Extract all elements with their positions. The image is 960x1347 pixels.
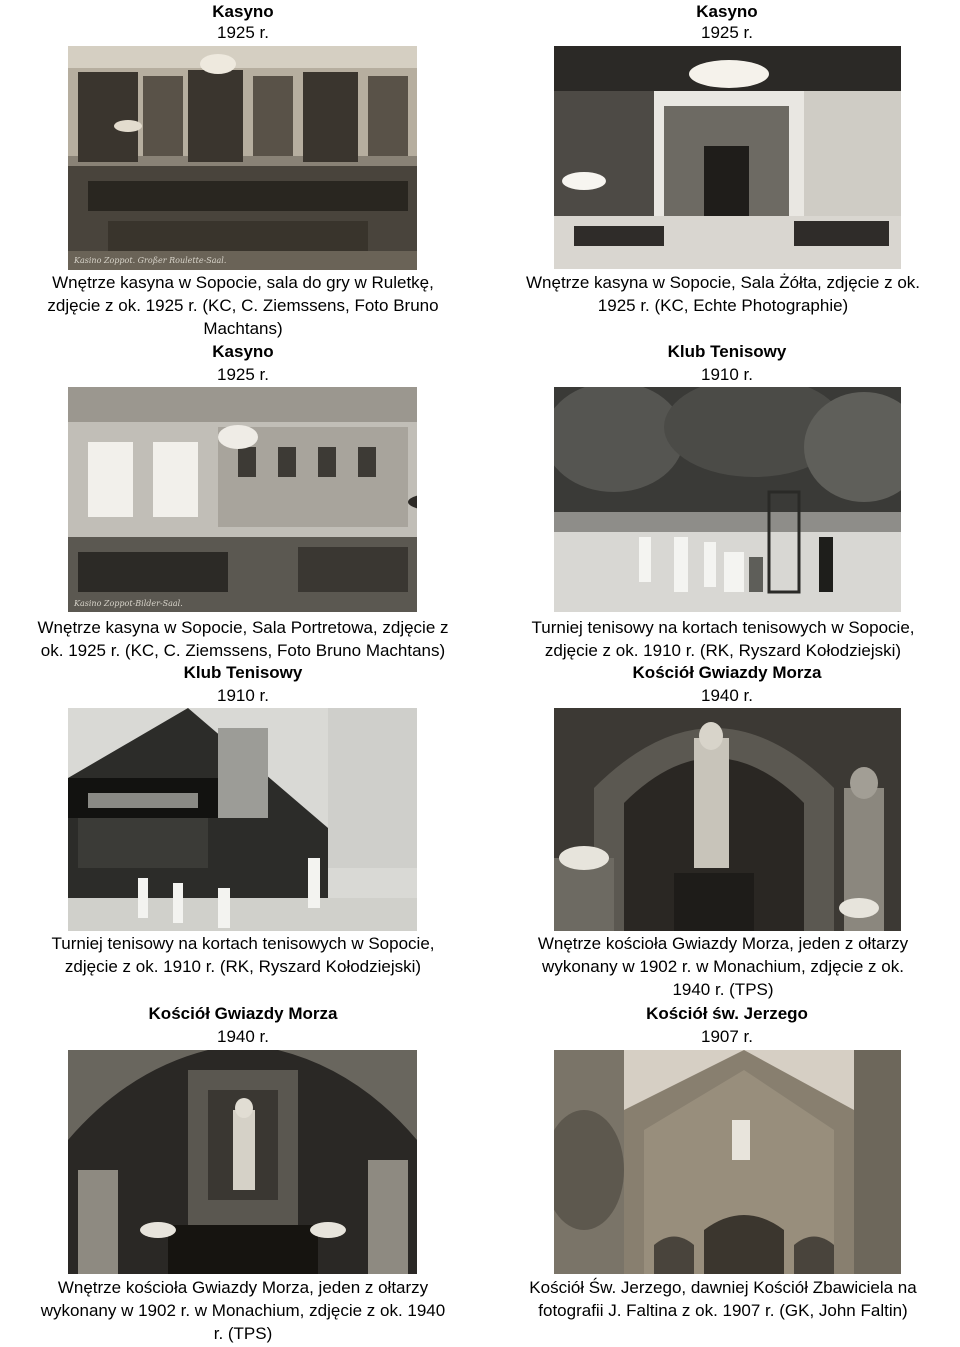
entry-year: 1925 r.	[217, 23, 269, 42]
st-george-church-image	[554, 1050, 901, 1274]
photo-yellow-hall	[554, 46, 901, 269]
photo-tennis-clubhouse	[68, 708, 417, 931]
entry-year: 1925 r.	[701, 23, 753, 42]
entry-year: 1910 r.	[701, 365, 753, 384]
entry-title: Kasyno	[696, 2, 758, 21]
entry-year: 1940 r.	[217, 1027, 269, 1046]
entry-title: Kościół Gwiazdy Morza	[148, 1004, 338, 1023]
entry-title: Kasyno	[212, 2, 274, 21]
entry-caption-line: wykonany w 1902 r. w Monachium, zdjęcie z ok.	[542, 957, 904, 976]
portrait-hall-image	[68, 387, 417, 612]
tennis-clubhouse-image	[68, 708, 417, 931]
entry-title: Kościół św. Jerzego	[646, 1004, 808, 1023]
entry-caption-line: Turniej tenisowy na kortach tenisowych w Sopocie,	[51, 934, 435, 953]
tennis-tournament-image	[554, 387, 901, 612]
entry-title: Kasyno	[212, 342, 274, 361]
entry-caption-line: Kościół Św. Jerzego, dawniej Kościół Zbawiciela na	[529, 1278, 917, 1297]
entry-caption-line: Machtans)	[203, 319, 283, 338]
photo-stamp: Kasino Zoppot-Bilder-Saal.	[74, 599, 183, 608]
photo-church-altar-2	[68, 1050, 417, 1274]
church-altar-2-image	[68, 1050, 417, 1274]
entry-caption-line: 1940 r. (TPS)	[672, 980, 774, 999]
entry-year: 1940 r.	[701, 686, 753, 705]
entry-year: 1910 r.	[217, 686, 269, 705]
entry-caption-line: Wnętrze kościoła Gwiazdy Morza, jeden z ołtarzy	[57, 1278, 429, 1297]
photo-roulette-hall	[68, 46, 417, 270]
entry-caption-line: r. (TPS)	[213, 1324, 273, 1343]
photo-portrait-hall	[68, 387, 417, 612]
entry-caption-line: wykonany w 1902 r. w Monachium, zdjęcie z ok. 1940	[40, 1301, 446, 1320]
entry-title: Kościół Gwiazdy Morza	[632, 663, 822, 682]
photo-stamp: Kasino Zoppot. Großer Roulette-Saal.	[74, 256, 227, 265]
entry-title: Klub Tenisowy	[667, 342, 787, 361]
photo-tennis-tournament	[554, 387, 901, 612]
entry-caption-line: zdjęcie z ok. 1910 r. (RK, Ryszard Kołodziejski)	[544, 641, 902, 660]
entry-caption-line: ok. 1925 r. (KC, C. Ziemssens, Foto Bruno Machtans)	[40, 641, 446, 660]
entry-year: 1925 r.	[217, 365, 269, 384]
entry-caption-line: zdjęcie z ok. 1925 r. (KC, C. Ziemssens, Foto Bruno	[47, 296, 439, 315]
entry-caption-line: Wnętrze kościoła Gwiazdy Morza, jeden z ołtarzy	[537, 934, 909, 953]
photo-church-altar	[554, 708, 901, 931]
entry-caption-line: zdjęcie z ok. 1910 r. (RK, Ryszard Kołodziejski)	[64, 957, 422, 976]
entry-title: Klub Tenisowy	[183, 663, 303, 682]
entry-caption-line: Wnętrze kasyna w Sopocie, Sala Portretowa, zdjęcie z	[37, 618, 449, 637]
entry-year: 1907 r.	[701, 1027, 753, 1046]
church-altar-image	[554, 708, 901, 931]
entry-caption-line: Wnętrze kasyna w Sopocie, sala do gry w Ruletkę,	[52, 273, 434, 292]
entry-caption-line: Turniej tenisowy na kortach tenisowych w Sopocie,	[531, 618, 915, 637]
yellow-hall-image	[554, 46, 901, 269]
entry-caption-line: 1925 r. (KC, Echte Photographie)	[597, 296, 849, 315]
roulette-hall-image	[68, 46, 417, 270]
entry-caption-line: Wnętrze kasyna w Sopocie, Sala Żółta, zdjęcie z ok.	[525, 273, 920, 292]
photo-st-george-church	[554, 1050, 901, 1274]
entry-caption-line: fotografii J. Faltina z ok. 1907 r. (GK, John Faltin)	[538, 1301, 908, 1320]
